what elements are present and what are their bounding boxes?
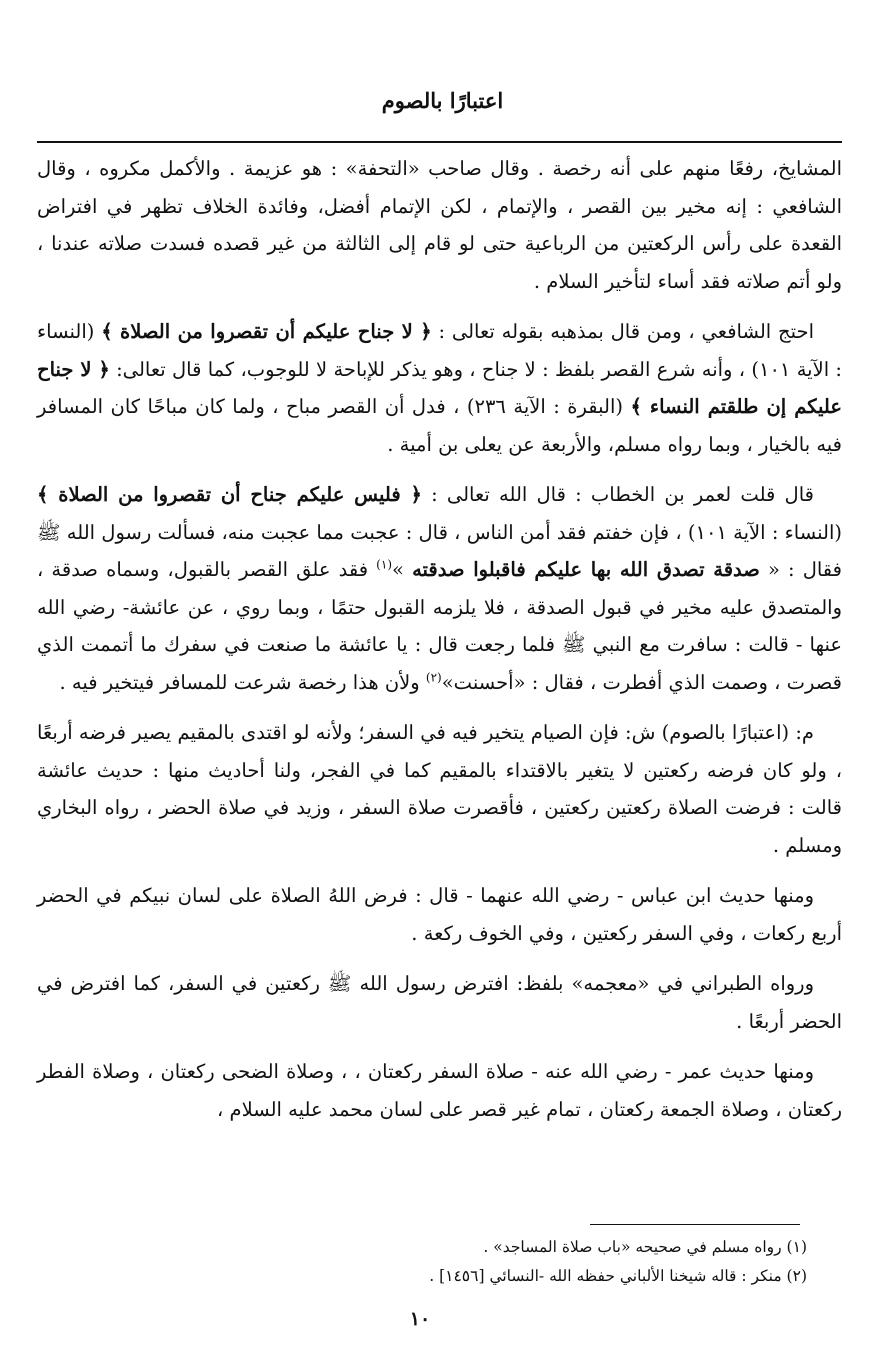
paragraph-text: ورواه الطبراني في «معجمه» بلفظ: افترض رسول الله ﷺ ركعتين في السفر، كما افترض في الحضر أربعًا .	[37, 972, 842, 1033]
footnotes	[37, 1233, 807, 1291]
paragraph-text: م: (اعتبارًا بالصوم) ش: فإن الصيام يتخير فيه في السفر؛ ولأنه لو اقتدى بالمقيم يصير فرضه أربعًا ، ولو كان فرضه ركعتين لا يتغير بالاقتداء بالمقيم كما في الفجر، ولنا أحاديث منها : حديث عائشة قالت : فرضت الصلاة ركعتين ركعتين ، فأقصرت صلاة السفر ، وزيد في صلاة الحضر ، رواه البخاري ومسلم .	[37, 721, 842, 857]
paragraph-text: (البقرة : الآية ٢٣٦) ، فدل أن القصر مباح ، ولما كان مباحًا كان المسافر فيه بالخيار ، وبما رواه مسلم، والأربعة عن يعلى بن أمية .	[37, 395, 842, 456]
paragraph	[37, 476, 842, 701]
paragraph-text: ولأن هذا رخصة شرعت للمسافر فيتخير فيه .	[59, 670, 426, 694]
paragraph-text: »	[392, 558, 413, 581]
paragraph-text: ومنها حديث ابن عباس - رضي الله عنهما - قال : فرض اللهُ الصلاة على لسان نبيكم في الحضر أربع ركعات ، وفي السفر ركعتين ، وفي الخوف ركعة .	[37, 884, 842, 945]
running-header: اعتبارًا بالصوم	[381, 88, 504, 113]
paragraph	[37, 714, 842, 864]
quoted-text: ﴿ لا جناح عليكم إن طلقتم النساء ﴾	[37, 357, 843, 418]
paragraph-text: (النساء : الآية ١٠١) ، وأنه شرع القصر بلفظ : لا جناح ، وهو يذكر للإباحة لا للوجوب، كما قال تعالى:	[37, 320, 843, 381]
paragraph	[37, 1053, 842, 1128]
main-text	[37, 150, 842, 1141]
paragraph	[37, 150, 842, 300]
page-number: ١٠	[409, 1308, 431, 1330]
paragraph	[37, 877, 842, 952]
paragraph-text: (النساء : الآية ١٠١) ، فإن خفتم فقد أمن الناس ، قال : عجبت مما عجبت منه، فسألت رسول الله ﷺ فقال : «	[37, 520, 842, 581]
footnote-divider	[590, 1224, 800, 1225]
paragraph	[37, 313, 842, 463]
paragraph-text: المشايخ، رفعًا منهم على أنه رخصة . وقال صاحب «التحفة» : هو عزيمة . والأكمل مكروه ، وقال الشافعي : إنه مخير بين القصر ، والإتمام ، لكن الإتمام أفضل، وفائدة الخلاف تظهر في افتراض القعدة على رأس الركعتين من الرباعية حتى لو قام إلى الثالثة من غير قصده فسدت صلاته عندنا ، ولو أتم صلاته فقد أساء لتأخير السلام .	[37, 157, 842, 293]
quoted-text: ﴿ لا جناح عليكم أن تقصروا من الصلاة ﴾	[101, 320, 432, 343]
footnote-2: (٢) منكر : قاله شيخنا الألباني حفظه الله -النسائي [١٤٥٦] .	[429, 1267, 807, 1285]
paragraph-text: فقد علق القصر بالقبول، وسماه صدقة ، والمتصدق عليه مخير في قبول الصدقة ، فلا يلزمه القبول حتمًا ، وبما روي ، عن عائشة- رضي الله عنها - قالت : سافرت مع النبي ﷺ فلما رجعت قال : يا عائشة ما صنعت في سفرك ما أتممت الذي قصرت ، وصمت الذي أفطرت ، فقال : «أحسنت»	[37, 558, 842, 694]
paragraph-text: قال قلت لعمر بن الخطاب : قال الله تعالى :	[421, 483, 814, 506]
paragraph-text: ومنها حديث عمر - رضي الله عنه - صلاة السفر ركعتان ، ، وصلاة الضحى ركعتان ، وصلاة الفطر ركعتان ، وصلاة الجمعة ركعتان ، تمام غير قصر على لسان محمد عليه السلام ،	[37, 1060, 842, 1121]
footnote-marker: (٢)	[425, 670, 442, 684]
footnote-1: (١) رواه مسلم في صحيحه «باب صلاة المساجد» .	[483, 1238, 807, 1256]
paragraph-text: احتج الشافعي ، ومن قال بمذهبه بقوله تعالى :	[431, 320, 814, 343]
quoted-text: ﴿ فليس عليكم جناح أن تقصروا من الصلاة ﴾	[37, 483, 422, 506]
footnote-marker: (١)	[376, 557, 392, 572]
header-divider	[37, 141, 842, 143]
paragraph	[37, 965, 842, 1040]
quoted-text: صدقة تصدق الله بها عليكم فاقبلوا صدقته	[412, 558, 760, 581]
